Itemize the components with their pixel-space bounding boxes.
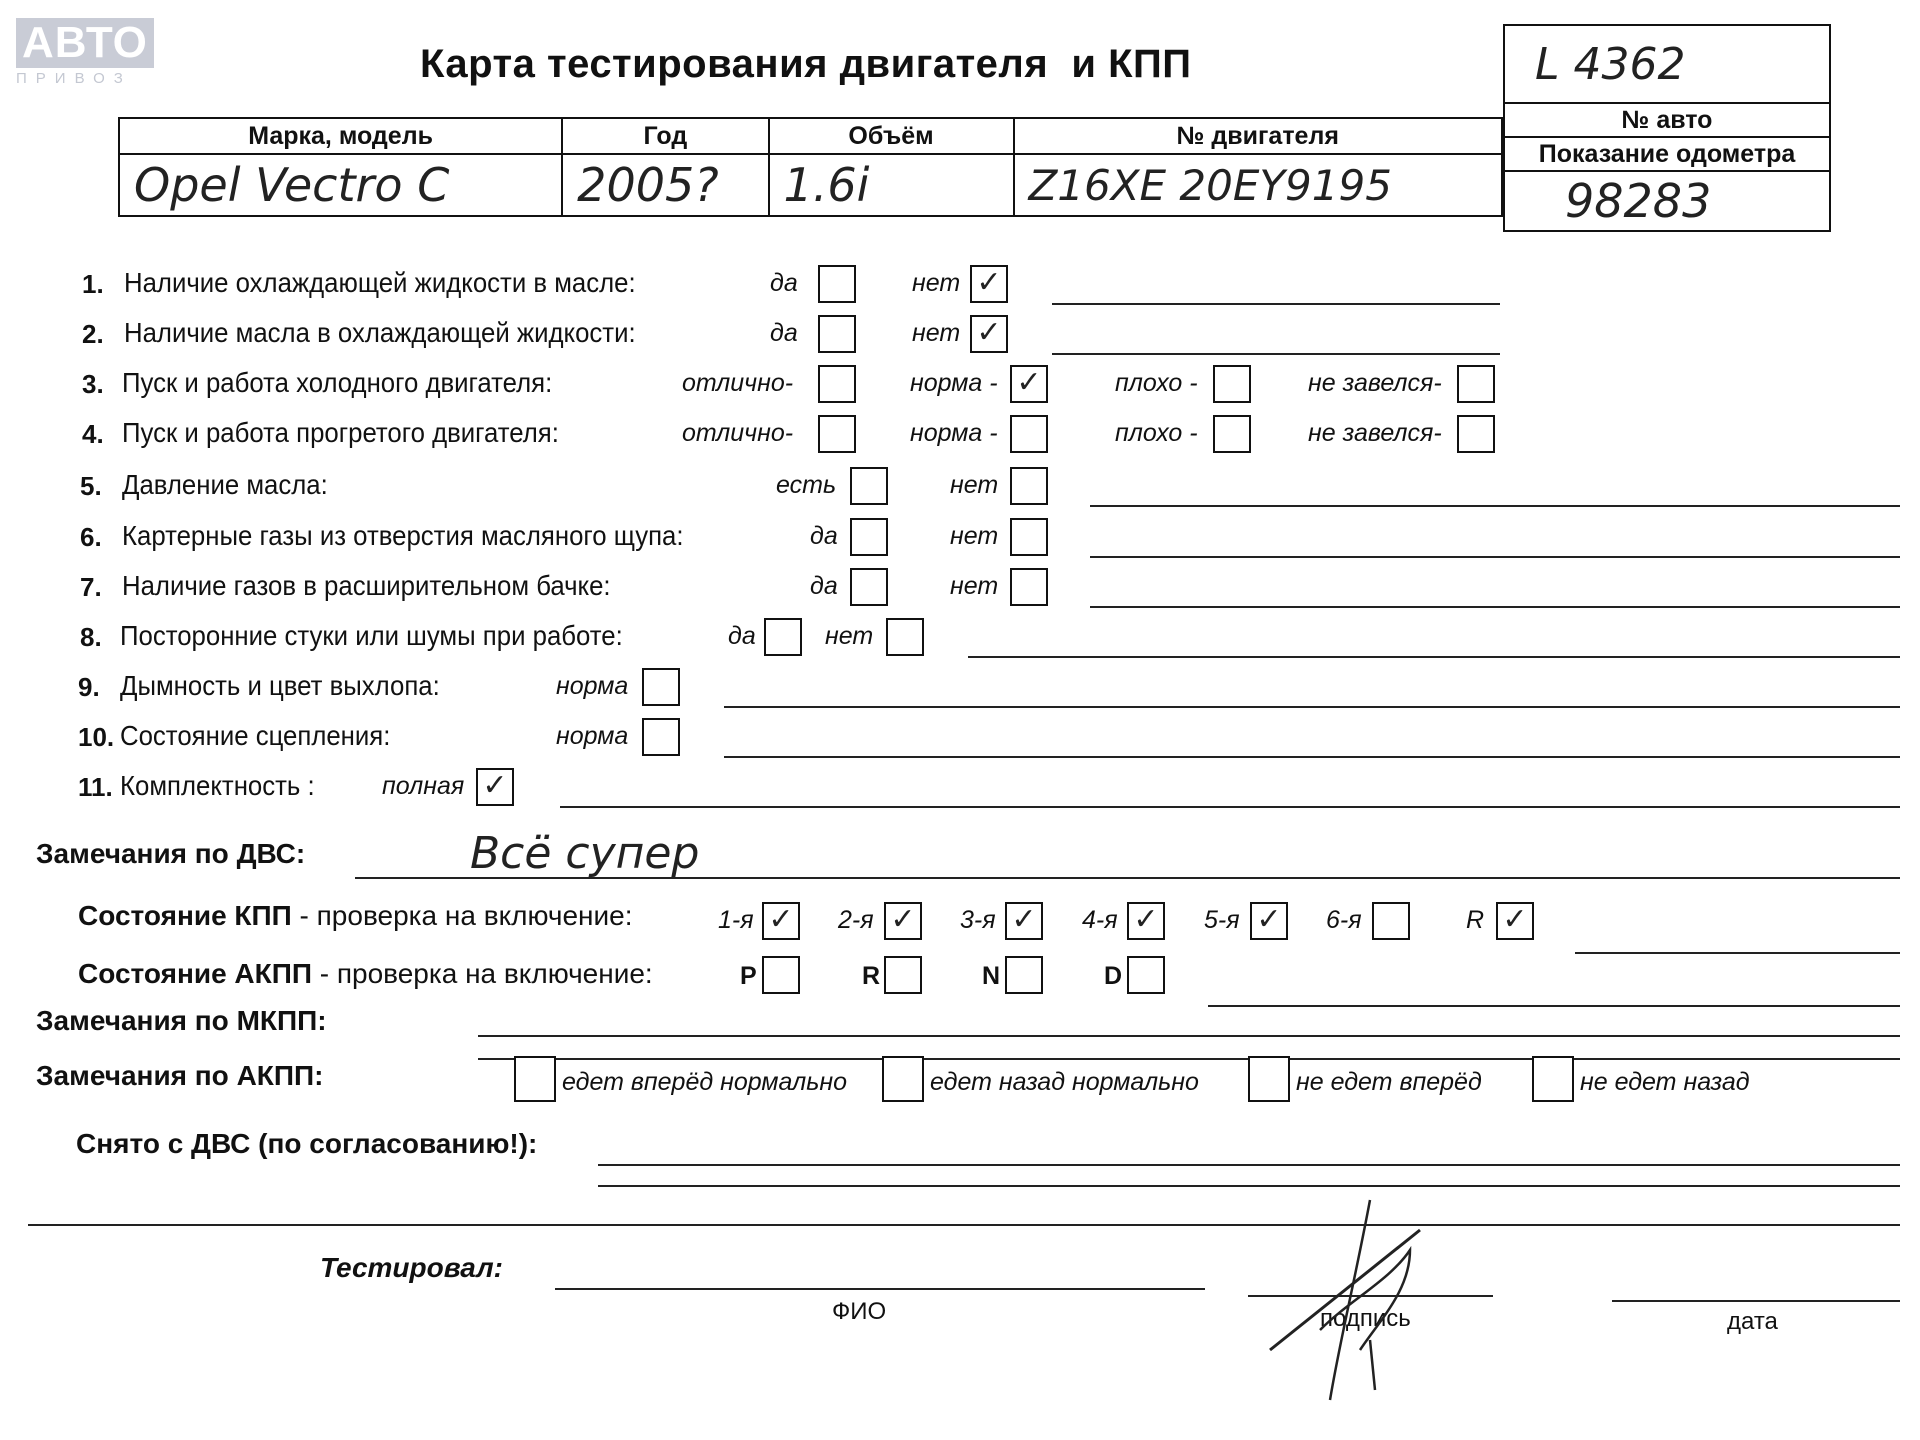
- option-label: есть: [776, 471, 837, 499]
- checkbox[interactable]: [1213, 415, 1251, 453]
- item-number: 1.: [82, 269, 104, 299]
- checkbox[interactable]: [1010, 518, 1048, 556]
- engine-number-label: № двигателя: [1014, 118, 1502, 154]
- option-label: нет: [912, 269, 961, 297]
- remarks-mkpp-line: [478, 1035, 1900, 1037]
- vehicle-info-table: [118, 117, 1503, 217]
- fio-line[interactable]: [555, 1288, 1205, 1290]
- akpp-option-checkbox[interactable]: [882, 1056, 924, 1102]
- item-number: 3.: [82, 369, 104, 399]
- item-label: Наличие газов в расширительном бачке:: [122, 570, 611, 601]
- gear-label: 3-я: [960, 906, 996, 934]
- checkbox[interactable]: [764, 618, 802, 656]
- item-label: Комплектность :: [120, 770, 315, 801]
- gear-label: R: [1466, 906, 1485, 934]
- checkbox[interactable]: [818, 315, 856, 353]
- volume-value[interactable]: 1.6i: [769, 154, 1014, 216]
- gear-checkbox[interactable]: [1372, 902, 1410, 940]
- comment-line[interactable]: [724, 756, 1900, 758]
- option-label: да: [770, 269, 798, 297]
- volume-label: Объём: [769, 118, 1014, 154]
- divider-line: [28, 1224, 1900, 1226]
- comment-line[interactable]: [560, 806, 1900, 808]
- comment-line[interactable]: [1052, 353, 1500, 355]
- akpp-position-checkbox[interactable]: [1005, 956, 1043, 994]
- date-line[interactable]: [1612, 1300, 1900, 1302]
- fio-label: ФИО: [832, 1298, 887, 1325]
- comment-line[interactable]: [1090, 606, 1900, 608]
- akpp-position-label: N: [982, 962, 1001, 990]
- logo-sub-text: ПРИВОЗ: [16, 70, 132, 87]
- akpp-label: [78, 958, 653, 990]
- remarks-mkpp-line-2: [478, 1058, 1900, 1060]
- item-number: 2.: [82, 319, 104, 349]
- remarks-engine-label: Замечания по ДВС:: [36, 838, 306, 869]
- option-label: норма -: [910, 419, 998, 447]
- remarks-akpp-label: Замечания по АКПП:: [36, 1060, 324, 1091]
- option-label: норма: [556, 722, 629, 750]
- removed-line-2: [598, 1185, 1900, 1187]
- engine-number-value[interactable]: Z16XE 20EY9195: [1014, 154, 1502, 216]
- gear-checkbox[interactable]: ✓: [1250, 902, 1288, 940]
- item-number: 5.: [80, 471, 102, 501]
- option-label: плохо -: [1115, 369, 1198, 397]
- item-label: Состояние сцепления:: [120, 720, 391, 751]
- gear-label: 4-я: [1082, 906, 1118, 934]
- akpp-label-rest: - проверка на включение:: [311, 958, 653, 989]
- akpp-option-checkbox[interactable]: [514, 1056, 556, 1102]
- item-label: Дымность и цвет выхлопа:: [120, 670, 440, 701]
- option-label: не завелся-: [1308, 419, 1442, 447]
- gear-checkbox[interactable]: ✓: [762, 902, 800, 940]
- option-label: норма: [556, 672, 629, 700]
- checkbox[interactable]: [642, 668, 680, 706]
- item-number: 8.: [80, 622, 102, 652]
- akpp-line: [1208, 1005, 1900, 1007]
- checkbox[interactable]: ✓: [970, 265, 1008, 303]
- page-title: Карта тестирования двигателя и КПП: [420, 42, 1192, 86]
- option-label: да: [770, 319, 798, 347]
- auto-info-table: [1503, 24, 1831, 232]
- item-number: 4.: [82, 419, 104, 449]
- option-label: отлично-: [682, 369, 794, 397]
- item-number: 11.: [78, 772, 113, 802]
- item-label: Давление масла:: [122, 469, 328, 500]
- date-label: дата: [1727, 1308, 1778, 1335]
- checkbox[interactable]: [850, 518, 888, 556]
- item-label: Пуск и работа холодного двигателя:: [122, 367, 553, 398]
- option-label: не завелся-: [1308, 369, 1442, 397]
- akpp-position-checkbox[interactable]: [1127, 956, 1165, 994]
- akpp-position-checkbox[interactable]: [762, 956, 800, 994]
- gear-checkbox[interactable]: ✓: [1005, 902, 1043, 940]
- kpp-label-rest: - проверка на включение:: [291, 900, 633, 931]
- option-label: да: [810, 522, 838, 550]
- option-label: нет: [950, 471, 999, 499]
- akpp-position-label: R: [862, 962, 881, 990]
- kpp-line: [1575, 952, 1900, 954]
- gear-label: 1-я: [718, 906, 754, 934]
- checkbox[interactable]: [1213, 365, 1251, 403]
- checkbox[interactable]: [850, 467, 888, 505]
- auto-number-label: № авто: [1504, 103, 1830, 137]
- item-label: Наличие охлаждающей жидкости в масле:: [124, 267, 636, 298]
- logo-main-text: АВТО: [16, 18, 154, 68]
- comment-line[interactable]: [1090, 505, 1900, 507]
- kpp-label-bold: Состояние КПП: [78, 900, 292, 931]
- option-label: отлично-: [682, 419, 794, 447]
- signature-drawing: [1260, 1190, 1440, 1410]
- gear-label: 2-я: [838, 906, 874, 934]
- option-label: нет: [950, 522, 999, 550]
- year-label: Год: [562, 118, 768, 154]
- comment-line[interactable]: [724, 706, 1900, 708]
- option-label: плохо -: [1115, 419, 1198, 447]
- gear-label: 6-я: [1326, 906, 1362, 934]
- checkbox[interactable]: [1457, 415, 1495, 453]
- option-label: да: [728, 622, 756, 650]
- option-label: полная: [382, 772, 465, 800]
- removed-line: [598, 1164, 1900, 1166]
- checkbox[interactable]: [886, 618, 924, 656]
- item-label: Пуск и работа прогретого двигателя:: [122, 417, 559, 448]
- option-label: нет: [950, 572, 999, 600]
- item-number: 6.: [80, 522, 102, 552]
- removed-label: Снято с ДВС (по согласованию!):: [76, 1128, 538, 1159]
- gear-checkbox[interactable]: ✓: [1127, 902, 1165, 940]
- item-number: 7.: [80, 572, 102, 602]
- auto-number-value[interactable]: L 4362: [1504, 25, 1830, 103]
- logo: [16, 18, 148, 87]
- remarks-engine-line: [355, 877, 1900, 879]
- item-label: Посторонние стуки или шумы при работе:: [120, 620, 623, 651]
- checkbox[interactable]: [1010, 415, 1048, 453]
- gear-checkbox[interactable]: ✓: [1496, 902, 1534, 940]
- year-value[interactable]: 2005?: [562, 154, 768, 216]
- kpp-label: [78, 900, 632, 932]
- model-value[interactable]: Opel Vectro C: [119, 154, 562, 216]
- checkbox[interactable]: ✓: [1010, 365, 1048, 403]
- checkbox[interactable]: [818, 365, 856, 403]
- tested-label: Тестировал:: [320, 1252, 503, 1283]
- akpp-option-label: едет вперёд нормально: [562, 1068, 848, 1096]
- item-label: Картерные газы из отверстия масляного щупа:: [122, 520, 684, 551]
- comment-line[interactable]: [1090, 556, 1900, 558]
- checkbox[interactable]: [642, 718, 680, 756]
- remarks-mkpp-label: Замечания по МКПП:: [36, 1005, 327, 1036]
- model-label: Марка, модель: [119, 118, 562, 154]
- item-number: 10.: [78, 722, 115, 752]
- akpp-option-label: едет назад нормально: [930, 1068, 1199, 1096]
- akpp-option-checkbox[interactable]: [1248, 1056, 1290, 1102]
- remarks-engine-value[interactable]: Всё супер: [470, 828, 700, 879]
- item-label: Наличие масла в охлаждающей жидкости:: [124, 317, 636, 348]
- checkbox[interactable]: [818, 415, 856, 453]
- comment-line[interactable]: [1052, 303, 1500, 305]
- gear-label: 5-я: [1204, 906, 1240, 934]
- checkbox[interactable]: ✓: [970, 315, 1008, 353]
- sign-label: подпись: [1320, 1305, 1411, 1332]
- akpp-option-checkbox[interactable]: [1532, 1056, 1574, 1102]
- akpp-option-label: не едет назад: [1580, 1068, 1750, 1096]
- checkbox[interactable]: [1010, 568, 1048, 606]
- item-number: 9.: [78, 672, 100, 702]
- gear-checkbox[interactable]: ✓: [884, 902, 922, 940]
- checkbox[interactable]: [818, 265, 856, 303]
- option-label: нет: [912, 319, 961, 347]
- checkbox[interactable]: [850, 568, 888, 606]
- option-label: нет: [825, 622, 874, 650]
- option-label: да: [810, 572, 838, 600]
- odometer-value[interactable]: 98283: [1504, 171, 1830, 231]
- comment-line[interactable]: [968, 656, 1900, 658]
- akpp-position-checkbox[interactable]: [884, 956, 922, 994]
- option-label: норма -: [910, 369, 998, 397]
- akpp-position-label: P: [740, 962, 757, 990]
- akpp-position-label: D: [1104, 962, 1123, 990]
- odometer-label: Показание одометра: [1504, 137, 1830, 171]
- akpp-option-label: не едет вперёд: [1296, 1068, 1482, 1096]
- checkbox[interactable]: [1457, 365, 1495, 403]
- checkbox[interactable]: [1010, 467, 1048, 505]
- checkbox[interactable]: ✓: [476, 768, 514, 806]
- akpp-label-bold: Состояние АКПП: [78, 958, 312, 989]
